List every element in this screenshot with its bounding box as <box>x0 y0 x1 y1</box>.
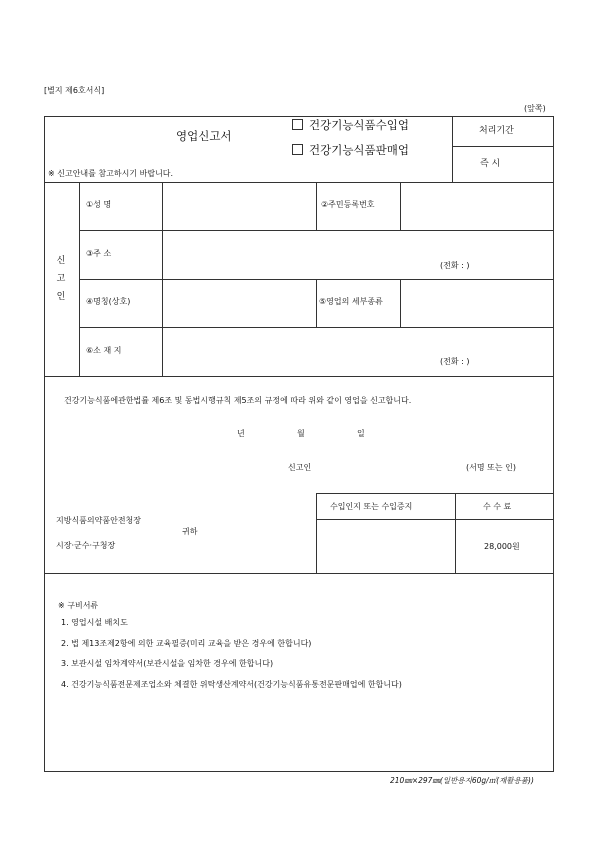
recipient-2: 시장·군수·구청장 <box>56 541 116 550</box>
processing-header: 처리기간 <box>479 126 514 136</box>
doc-item: 3. 보관시설 임차계약서(보관시설을 임차한 경우에 한합니다) <box>61 659 274 668</box>
option-label: 건강기능식품수입업 <box>309 118 409 132</box>
docs-header: ※ 구비서류 <box>58 601 99 610</box>
reg-no-input[interactable] <box>401 183 552 229</box>
footer-spec: 210㎜×297㎜(일반용지60g/㎡(재활용품)) <box>390 776 534 785</box>
checkbox-icon[interactable] <box>292 144 303 155</box>
notice: ※ 신고안내를 참고하시기 바랍니다. <box>48 169 174 178</box>
business-type-input[interactable] <box>401 280 552 326</box>
label-business-type: ⑤영업의 세부종류 <box>319 297 383 306</box>
date-year: 년 <box>237 429 245 438</box>
address-phone: (전화 : ) <box>440 261 470 270</box>
label-location: ⑥소 재 지 <box>86 346 122 355</box>
checkbox-icon[interactable] <box>292 119 303 130</box>
declaration: 건강기능식품에관한법률 제6조 및 동법시행규칙 제5조의 규정에 따라 위와 같이 영업을 신고합니다. <box>64 396 412 405</box>
divider <box>452 116 453 182</box>
divider <box>44 573 553 574</box>
label-address: ③주 소 <box>86 249 112 258</box>
doc-item: 4. 건강기능식품전문제조업소와 체결한 위탁생산계약서(건강기능식품유통전문판매업에 한합니다) <box>61 680 402 689</box>
date-day: 일 <box>357 429 365 438</box>
label-reg-no: ②주민등록번호 <box>321 200 375 209</box>
recipient-suffix: 귀하 <box>182 527 198 536</box>
divider <box>316 493 553 494</box>
divider <box>455 493 456 573</box>
form-title: 영업신고서 <box>176 129 232 143</box>
label-name: ①성 명 <box>86 200 112 209</box>
applicant-label: 신고인 <box>56 256 66 302</box>
business-name-input[interactable] <box>163 280 315 326</box>
location-phone: (전화 : ) <box>440 357 470 366</box>
option-import[interactable] <box>292 119 409 132</box>
address-input[interactable] <box>163 231 433 278</box>
recipient-1: 지방식품의약품안전청장 <box>56 516 142 525</box>
location-input[interactable] <box>163 328 433 375</box>
divider <box>452 146 553 147</box>
stamp-header: 수입인지 또는 수입증지 <box>330 502 413 511</box>
divider <box>316 182 317 230</box>
fee-header: 수 수 료 <box>483 502 512 511</box>
signature-hint[interactable]: (서명 또는 인) <box>466 463 516 472</box>
name-input[interactable] <box>163 183 315 229</box>
stamp-area[interactable] <box>317 520 454 572</box>
option-sales[interactable] <box>292 144 409 157</box>
fee-value: 28,000원 <box>484 542 520 551</box>
option-label: 건강기능식품판매업 <box>309 143 409 157</box>
signature-label: 신고인 <box>288 463 312 472</box>
doc-item: 1. 영업시설 배치도 <box>61 618 128 627</box>
label-business-name: ④명칭(상호) <box>86 297 131 306</box>
doc-item: 2. 법 제13조제2항에 의한 교육필증(미리 교육을 받은 경우에 한합니다) <box>61 639 312 648</box>
divider <box>44 376 553 377</box>
processing-value: 즉 시 <box>480 159 501 169</box>
divider <box>316 279 317 327</box>
side-label: (앞쪽) <box>524 104 546 113</box>
date-month: 월 <box>297 429 305 438</box>
form-label: [별지 제6호서식] <box>44 86 105 95</box>
